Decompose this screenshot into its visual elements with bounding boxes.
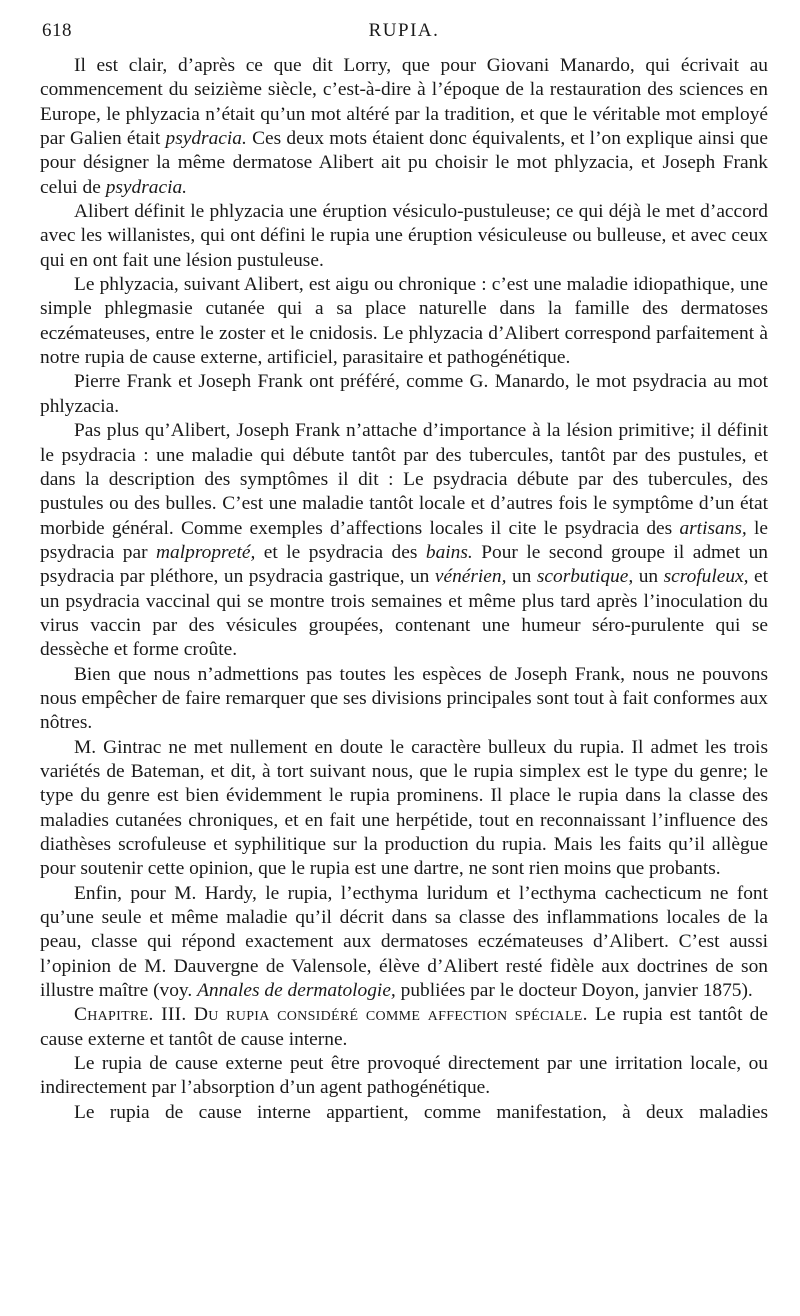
- paragraph: [40, 1052, 768, 1101]
- paragraph: [40, 882, 768, 1004]
- italic-text: vénérien,: [434, 566, 507, 588]
- italic-text: psydracia.: [165, 128, 247, 150]
- text-run: et le psydracia des: [255, 541, 426, 563]
- text-run: Pierre Frank et Joseph Frank ont préféré, comme G. Manardo, le mot psydracia au mot phlyzacia.: [40, 371, 768, 417]
- text-run: Enfin, pour M. Hardy, le rupia, l’ecthyma luridum et l’ecthyma cachecticum ne font qu’une seule et même maladie qu’il décrit dans sa classe des inflammations locales de la peau, classe qui répond exactement aux dermatoses eczémateuses d’Alibert. C’est aussi l’opinion de M. Dauvergne de Valensole, élève d’Alibert resté fidèle aux doctrines de son illustre maître (voy.: [40, 882, 768, 1002]
- text-run: et un psydracia vaccinal qui se montre trois semaines et même plus tard après l’inoculation du virus vaccin par des vésicules groupées, contenant une humeur séro-purulente qui se dessèche et forme croûte.: [40, 566, 769, 661]
- text-run: M. Gintrac ne met nullement en doute le caractère bulleux du rupia. Il admet les trois variétés de Bateman, et dit, à tort suivant nous, que le rupia simplex est le type du genre; le type du genre est bien évidemment le rupia prominens. Il place le rupia dans la classe des maladies cutanées chroniques, et en fait une herpétide, tout en reconnaissant l’influence des diathèses scrofuleuse et syphilitique sur la production du rupia. Mais les faits qu’il allègue pour soutenir cette opinion, que le rupia est une dartre, ne sont rien moins que probants.: [40, 736, 768, 880]
- page-number: 618: [42, 20, 72, 41]
- paragraph: [40, 1101, 768, 1125]
- text-run: Pas plus qu’Alibert, Joseph Frank n’attache d’importance à la lésion primitive; il définit le psydracia : une maladie qui débute tantôt par des tubercules, tantôt par des pustules, et dans la description des symptômes il dit : Le psydracia débute par des tubercules, des pustules ou des bulles. C’est une maladie tantôt locale et d’autres fois le symptôme d’un état morbide général. Comme exemples d’affections locales il cite le psydracia des: [40, 420, 768, 539]
- italic-text: scrofuleux,: [663, 566, 749, 588]
- text-run: Le rupia de cause externe peut être provoqué directement par une irritation locale, ou indirectement par l’absorption d’un agent pathogénétique.: [40, 1053, 768, 1099]
- paragraph: [40, 1003, 768, 1052]
- text-run: Il est clair, d’après ce que dit Lorry, que pour Giovani Manardo, qui écrivait au commencement du seizième siècle, c’est-à-dire à l’époque de la restauration des sciences en Europe, le phlyzacia n’était qu’un mot altéré par la tradition, et que le véritable mot employé par Galien était: [40, 55, 768, 150]
- text-run: publiées par le docteur Doyon, janvier 1875).: [395, 980, 753, 1002]
- text-run: Ces deux mots étaient donc équivalents, et l’on explique ainsi que pour désigner la même dermatose Alibert ait pu choisir le mot phlyzacia, et Joseph Frank celui de: [40, 128, 768, 198]
- running-head: [40, 18, 768, 48]
- text-run: Le rupia de cause interne appartient, comme manifestation, à deux maladies: [74, 1101, 768, 1123]
- running-title: RUPIA.: [368, 20, 440, 41]
- paragraph: [40, 419, 768, 662]
- paragraph: [40, 736, 768, 882]
- text-run: Alibert définit le phlyzacia une éruption vésiculo-pustuleuse; ce qui déjà le met d’accord avec les willanistes, qui ont défini le rupia une éruption vésiculeuse ou bulleuse, et avec ceux qui en ont fait une lésion pustuleuse.: [40, 201, 768, 271]
- text-run: Le phlyzacia, suivant Alibert, est aigu ou chronique : c’est une maladie idiopathique, une simple phlegmasie cutanée qui a sa place naturelle dans la famille des dermatoses eczémateuses, entre le zoster et le cnidosis. Le phlyzacia d’Alibert correspond parfaitement à notre rupia de cause externe, artificiel, parasitaire et pathogénétique.: [40, 274, 768, 369]
- text-run: le psydracia par: [40, 517, 768, 563]
- paragraph: [40, 273, 768, 370]
- italic-text: Annales de dermatologie,: [197, 980, 396, 1002]
- text-run: un: [506, 566, 537, 588]
- text-run: Pour le second groupe il admet un psydracia par pléthore, un psydracia gastrique, un: [40, 541, 768, 588]
- text-run: Le rupia est tantôt de cause externe et tantôt de cause interne.: [40, 1004, 768, 1050]
- paragraph: [40, 370, 768, 419]
- paragraph: [40, 54, 768, 200]
- italic-text: artisans,: [679, 517, 747, 539]
- chapter-heading: Chapitre. III. Du rupia considéré comme affection spéciale.: [74, 1004, 588, 1026]
- text-run: un: [633, 566, 664, 588]
- italic-text: psydracia.: [105, 176, 188, 198]
- paragraph: [40, 200, 768, 273]
- italic-text: bains.: [425, 541, 473, 563]
- italic-text: malpropreté,: [156, 541, 256, 563]
- body-text: [40, 54, 768, 1125]
- paragraph: [40, 663, 768, 736]
- text-run: Bien que nous n’admettions pas toutes les espèces de Joseph Frank, nous ne pouvons nous empêcher de faire remarquer que ses divisions principales sont tout à fait conformes aux nôtres.: [40, 663, 768, 734]
- italic-text: scorbutique,: [536, 566, 634, 588]
